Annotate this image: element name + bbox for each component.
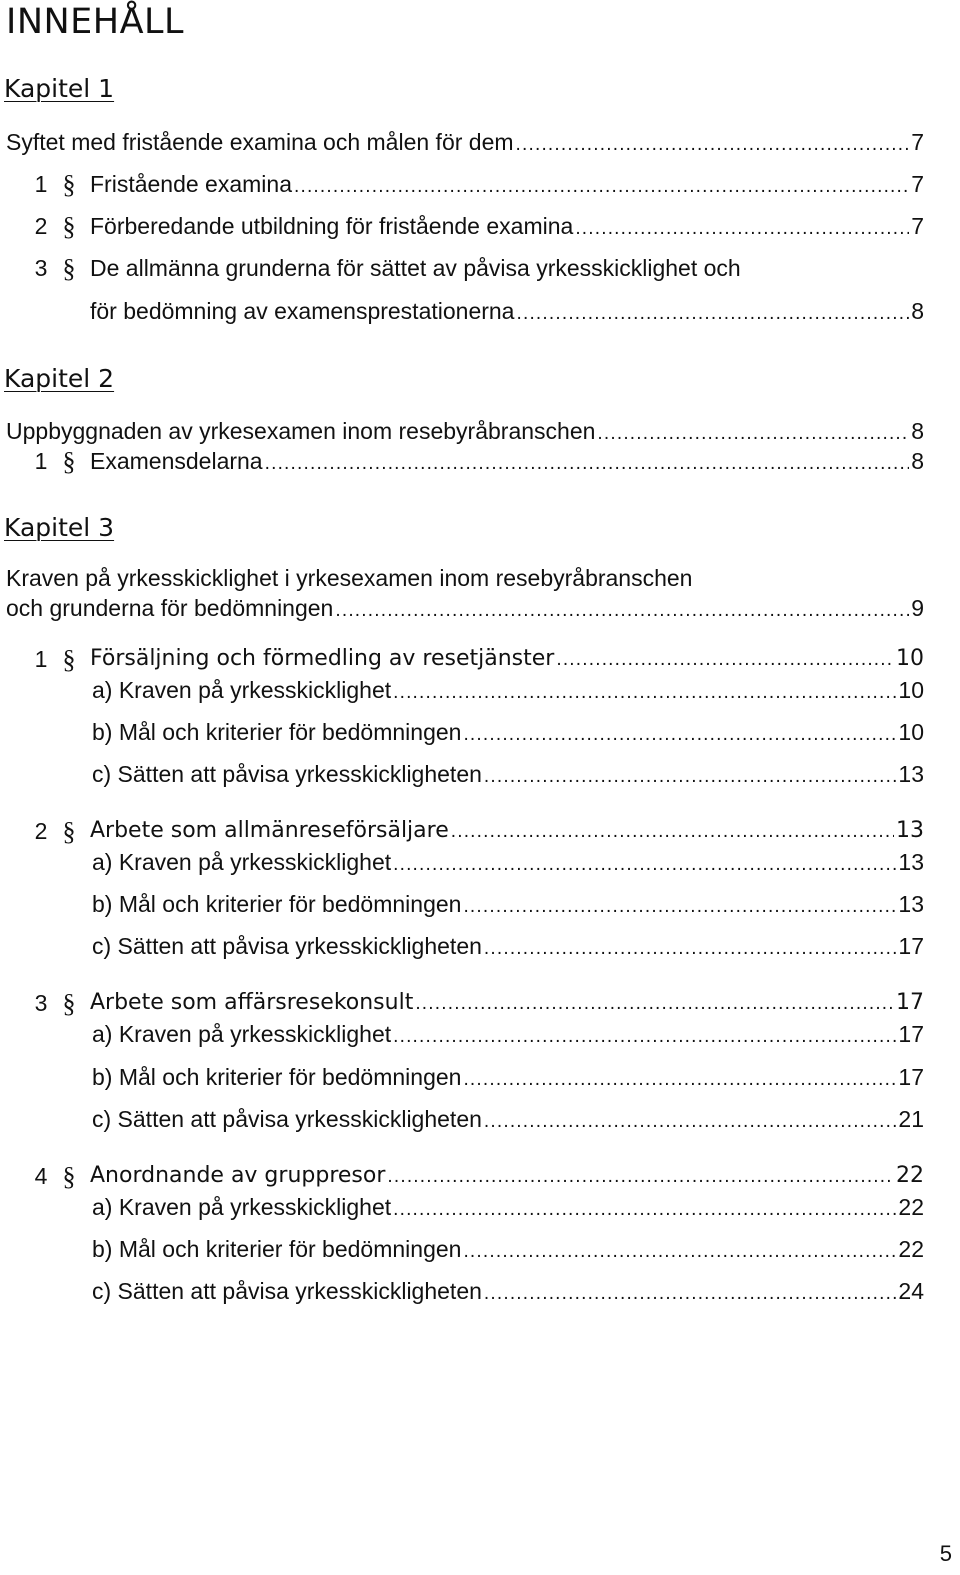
toc-page-number: 9 [911, 595, 924, 621]
toc-page-number: 13 [898, 761, 924, 787]
chapter-heading[interactable]: Kapitel 1 [4, 74, 115, 103]
chapter-heading[interactable]: Kapitel 3 [4, 513, 115, 542]
chapter-heading[interactable]: Kapitel 2 [4, 364, 115, 393]
toc-entry-label: b) Mål och kriterier för bedömningen [92, 891, 462, 917]
toc-entry-item[interactable] [92, 1063, 924, 1091]
toc-entry-item[interactable] [92, 718, 924, 746]
toc-entry-item[interactable] [92, 848, 924, 876]
dot-leader [451, 818, 894, 846]
toc-entry-label: Förberedande utbildning för fristående examina [90, 213, 574, 239]
toc-entry-section[interactable] [90, 297, 924, 325]
toc-page-number: 10 [896, 646, 924, 671]
paragraph-sign-icon: § [62, 170, 76, 199]
page-title: INNEHÅLL [6, 2, 185, 42]
toc-page-number: 10 [898, 677, 924, 703]
toc-entry-section[interactable] [90, 817, 924, 845]
toc-entry-main[interactable] [6, 594, 924, 622]
dot-leader [463, 1066, 896, 1094]
toc-entry-section[interactable] [90, 645, 924, 673]
dot-leader [463, 893, 896, 921]
toc-entry-label: Anordnande av gruppresor [90, 1163, 386, 1188]
toc-page-number: 8 [911, 418, 924, 444]
section-number: 3 [34, 990, 48, 1016]
dot-leader [393, 851, 896, 879]
dot-leader [335, 597, 909, 625]
toc-entry-item[interactable] [92, 1235, 924, 1263]
dot-leader [294, 173, 909, 201]
toc-entry-section[interactable] [90, 170, 924, 198]
toc-page-number: 22 [898, 1194, 924, 1220]
dot-leader [516, 131, 910, 159]
paragraph-sign-icon: § [62, 1162, 76, 1191]
toc-page-number: 8 [911, 298, 924, 324]
dot-leader [484, 1108, 897, 1136]
dot-leader [556, 646, 894, 674]
toc-page-number: 17 [898, 1064, 924, 1090]
toc-entry-label: Försäljning och förmedling av resetjänster [90, 646, 555, 671]
toc-entry-label: c) Sätten att påvisa yrkesskickligheten [92, 933, 482, 959]
toc-page-number: 17 [896, 990, 924, 1015]
dot-leader [265, 450, 910, 478]
dot-leader [393, 679, 896, 707]
toc-entry-item[interactable] [92, 1105, 924, 1133]
paragraph-sign-icon: § [62, 645, 76, 674]
dot-leader [393, 1023, 896, 1051]
toc-page-number: 7 [911, 129, 924, 155]
paragraph-sign-icon: § [62, 817, 76, 846]
dot-leader [575, 215, 909, 243]
toc-entry-label: Arbete som allmänreseförsäljare [90, 818, 449, 843]
dot-leader [387, 1163, 894, 1191]
toc-entry-section[interactable] [90, 447, 924, 475]
section-number: 3 [34, 255, 48, 281]
toc-entry-item[interactable] [92, 1020, 924, 1048]
toc-page-number: 13 [896, 818, 924, 843]
dot-leader [484, 763, 897, 791]
toc-page-number: 7 [911, 171, 924, 197]
dot-leader [463, 721, 896, 749]
dot-leader [463, 1238, 896, 1266]
toc-entry-label: c) Sätten att påvisa yrkesskickligheten [92, 761, 482, 787]
toc-entry-item[interactable] [92, 932, 924, 960]
dot-leader [484, 935, 897, 963]
toc-page-number: 21 [898, 1106, 924, 1132]
section-number: 1 [34, 448, 48, 474]
toc-entry-section[interactable] [90, 989, 924, 1017]
section-number: 4 [34, 1163, 48, 1189]
toc-entry-label: b) Mål och kriterier för bedömningen [92, 719, 462, 745]
toc-page-number: 7 [911, 213, 924, 239]
toc-entry-label: Examensdelarna [90, 448, 263, 474]
toc-page-number: 8 [911, 448, 924, 474]
page-number: 5 [939, 1541, 952, 1566]
toc-page-number: 24 [898, 1278, 924, 1304]
toc-entry-label: för bedömning av examensprestationerna [90, 298, 515, 324]
toc-entry-item[interactable] [92, 1193, 924, 1221]
section-number: 1 [34, 646, 48, 672]
toc-entry-label: Syftet med fristående examina och målen för dem [6, 129, 514, 155]
toc-page-number: 13 [898, 849, 924, 875]
paragraph-sign-icon: § [62, 254, 76, 283]
toc-entry-main[interactable] [6, 417, 924, 445]
toc-entry-label: b) Mål och kriterier för bedömningen [92, 1236, 462, 1262]
toc-entry-label: a) Kraven på yrkesskicklighet [92, 677, 392, 703]
toc-entry-label: och grunderna för bedömningen [6, 595, 334, 621]
toc-page-number: 10 [898, 719, 924, 745]
toc-entry-item[interactable] [92, 1277, 924, 1305]
toc-page-number: 13 [898, 891, 924, 917]
toc-entry-label: a) Kraven på yrkesskicklighet [92, 1021, 392, 1047]
toc-entry-item[interactable] [92, 676, 924, 704]
dot-leader [516, 300, 909, 328]
section-number: 2 [34, 213, 48, 239]
toc-entry-label: Uppbyggnaden av yrkesexamen inom resebyråbranschen [6, 418, 596, 444]
dot-leader [484, 1280, 897, 1308]
toc-entry-label: c) Sätten att påvisa yrkesskickligheten [92, 1106, 482, 1132]
paragraph-sign-icon: § [62, 212, 76, 241]
section-number: 2 [34, 818, 48, 844]
toc-entry-item[interactable] [92, 760, 924, 788]
dot-leader [597, 420, 909, 448]
toc-entry-item[interactable] [92, 890, 924, 918]
toc-entry-main[interactable] [6, 128, 924, 156]
toc-entry-label-line1[interactable]: De allmänna grunderna för sättet av påvisa yrkesskicklighet och [90, 255, 741, 281]
dot-leader [393, 1196, 896, 1224]
toc-page-number: 22 [896, 1163, 924, 1188]
toc-entry-label: Fristående examina [90, 171, 292, 197]
toc-entry-label-line1[interactable]: Kraven på yrkesskicklighet i yrkesexamen inom resebyråbranschen [6, 565, 693, 591]
toc-entry-section[interactable] [90, 212, 924, 240]
toc-page-number: 22 [898, 1236, 924, 1262]
paragraph-sign-icon: § [62, 989, 76, 1018]
toc-entry-label: b) Mål och kriterier för bedömningen [92, 1064, 462, 1090]
toc-page-number: 17 [898, 1021, 924, 1047]
toc-entry-label: Arbete som affärsresekonsult [90, 990, 414, 1015]
toc-entry-section[interactable] [90, 1162, 924, 1190]
toc-entry-label: c) Sätten att påvisa yrkesskickligheten [92, 1278, 482, 1304]
toc-entry-label: a) Kraven på yrkesskicklighet [92, 1194, 392, 1220]
paragraph-sign-icon: § [62, 447, 76, 476]
toc-entry-label: a) Kraven på yrkesskicklighet [92, 849, 392, 875]
section-number: 1 [34, 171, 48, 197]
dot-leader [415, 990, 894, 1018]
toc-page-number: 17 [898, 933, 924, 959]
